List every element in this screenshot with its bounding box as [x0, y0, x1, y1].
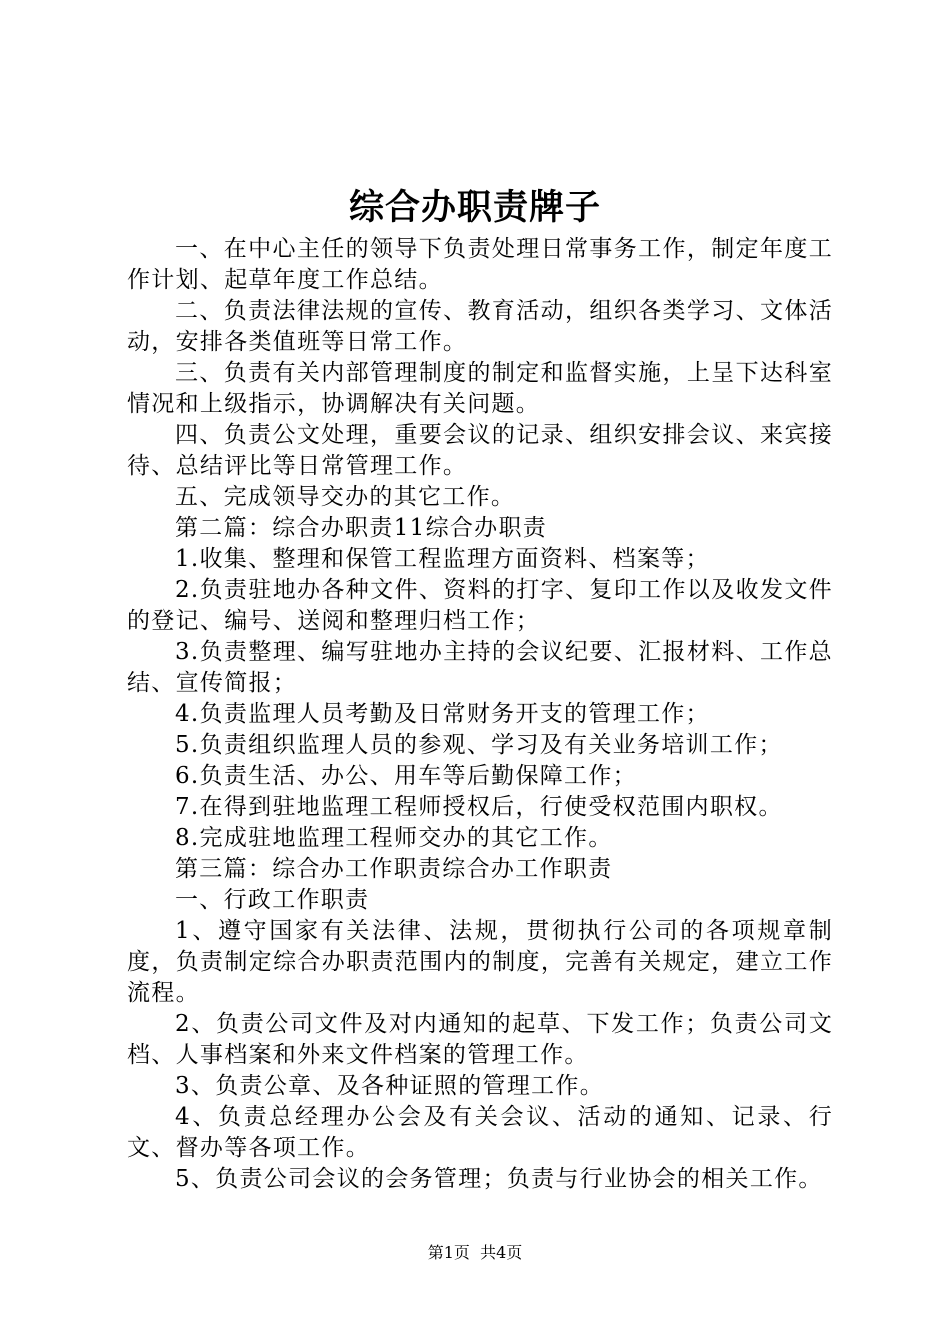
page-number: 第1页	[427, 1243, 470, 1262]
page-total: 共4页	[480, 1243, 523, 1262]
paragraph: 2.负责驻地办各种文件、资料的打字、复印工作以及收发文件的登记、编号、送阅和整理归档工作；	[127, 577, 833, 634]
page-footer	[0, 1242, 950, 1264]
paragraph: 4.负责监理人员考勤及日常财务开支的管理工作；	[175, 701, 710, 727]
paragraph: 五、完成领导交办的其它工作。	[175, 484, 516, 510]
paragraph: 1、遵守国家有关法律、法规，贯彻执行公司的各项规章制度，负责制定综合办职责范围内的制度，完善有关规定，建立工作流程。	[127, 918, 833, 1006]
paragraph: 三、负责有关内部管理制度的制定和监督实施，上呈下达科室情况和上级指示，协调解决有关问题。	[127, 360, 833, 417]
document-title: 综合办职责牌子	[348, 187, 601, 228]
paragraph: 一、在中心主任的领导下负责处理日常事务工作，制定年度工作计划、起草年度工作总结。	[127, 236, 833, 293]
paragraph: 四、负责公文处理，重要会议的记录、组织安排会议、来宾接待、总结评比等日常管理工作。	[127, 422, 833, 479]
paragraph: 二、负责法律法规的宣传、教育活动，组织各类学习、文体活动，安排各类值班等日常工作。	[127, 298, 833, 355]
document-body	[127, 234, 833, 1195]
paragraph: 1.收集、整理和保管工程监理方面资料、档案等；	[175, 546, 710, 572]
subsection-heading: 一、行政工作职责	[175, 887, 370, 913]
paragraph: 4、负责总经理办公会及有关会议、活动的通知、记录、行文、督办等各项工作。	[127, 1104, 833, 1161]
section-heading: 第二篇：综合办职责11综合办职责	[175, 515, 548, 541]
paragraph: 8.完成驻地监理工程师交办的其它工作。	[175, 825, 613, 851]
paragraph: 2、负责公司文件及对内通知的起草、下发工作；负责公司文档、人事档案和外来文件档案的管理工作。	[127, 1011, 833, 1068]
paragraph: 3.负责整理、编写驻地办主持的会议纪要、汇报材料、工作总结、宣传简报；	[127, 639, 833, 696]
paragraph: 5.负责组织监理人员的参观、学习及有关业务培训工作；	[175, 732, 783, 758]
paragraph: 6.负责生活、办公、用车等后勤保障工作；	[175, 763, 637, 789]
paragraph: 3、负责公章、及各种证照的管理工作。	[175, 1073, 605, 1099]
paragraph: 7.在得到驻地监理工程师授权后，行使受权范围内职权。	[175, 794, 783, 820]
paragraph: 5、负责公司会议的会务管理；负责与行业协会的相关工作。	[175, 1166, 823, 1192]
section-heading: 第三篇：综合办工作职责综合办工作职责	[175, 856, 613, 882]
